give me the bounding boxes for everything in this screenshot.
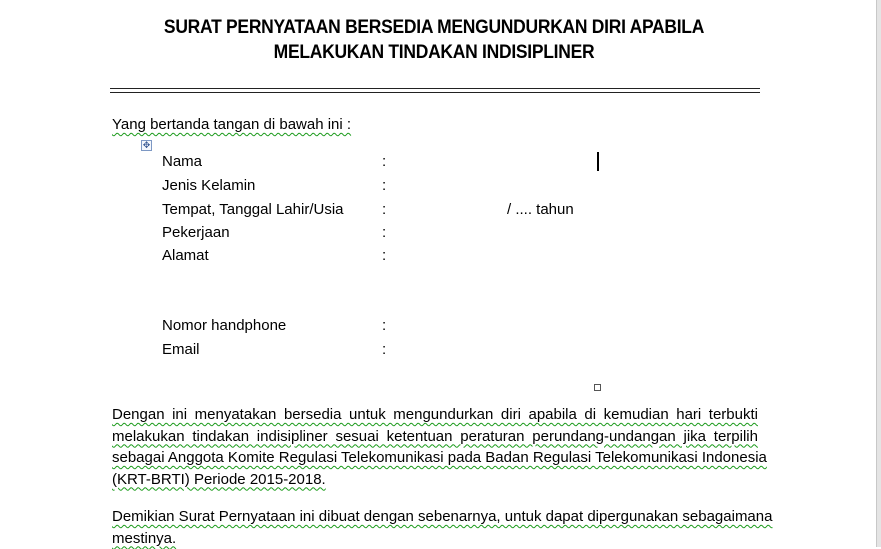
- field-colon-email: :: [382, 341, 386, 358]
- statement-line-4: (KRT-BRTI) Periode 2015-2018.: [112, 469, 758, 491]
- field-label-jenis-kelamin: Jenis Kelamin: [162, 177, 255, 194]
- statement-line-3: sebagai Anggota Komite Regulasi Telekomunikasi pada Badan Regulasi Telekomunikasi Indonesia: [112, 447, 758, 469]
- field-colon-tempat-tanggal-lahir: :: [382, 201, 386, 218]
- closing-line-1: Demikian Surat Pernyataan ini dibuat dengan sebenarnya, untuk dapat dipergunakan sebagaimana: [112, 506, 758, 528]
- field-label-nama: Nama: [162, 153, 202, 170]
- document-title-line-2: MELAKUKAN TINDAKAN INDISIPLINER: [136, 42, 732, 64]
- text-cursor: [597, 152, 599, 171]
- title-divider-bottom: [110, 92, 760, 93]
- field-colon-jenis-kelamin: :: [382, 177, 386, 194]
- document-title-line-1: SURAT PERNYATAAN BERSEDIA MENGUNDURKAN DIRI APABILA: [136, 17, 732, 39]
- field-label-alamat: Alamat: [162, 247, 209, 264]
- statement-line-2: melakukan tindakan indisipliner sesuai ketentuan peraturan perundang-undangan jika terpilih: [112, 426, 758, 448]
- statement-line-1: Dengan ini menyatakan bersedia untuk mengundurkan diri apabila di kemudian hari terbukti: [112, 404, 758, 426]
- field-label-pekerjaan: Pekerjaan: [162, 224, 230, 241]
- field-colon-nomor-handphone: :: [382, 317, 386, 334]
- field-colon-pekerjaan: :: [382, 224, 386, 241]
- field-colon-nama: :: [382, 153, 386, 170]
- title-divider-top: [110, 88, 760, 89]
- age-suffix: / .... tahun: [507, 201, 574, 218]
- field-label-nomor-handphone: Nomor handphone: [162, 317, 286, 334]
- end-of-cell-icon: [594, 384, 601, 391]
- statement-paragraph: [112, 404, 758, 490]
- intro-text: Yang bertanda tangan di bawah ini :: [112, 116, 351, 133]
- closing-paragraph: [112, 506, 758, 549]
- table-move-handle-icon[interactable]: ✥: [141, 140, 152, 151]
- field-label-tempat-tanggal-lahir: Tempat, Tanggal Lahir/Usia: [162, 201, 344, 218]
- closing-line-2: mestinya.: [112, 528, 758, 549]
- field-colon-alamat: :: [382, 247, 386, 264]
- page-edge: [876, 0, 881, 547]
- field-label-email: Email: [162, 341, 200, 358]
